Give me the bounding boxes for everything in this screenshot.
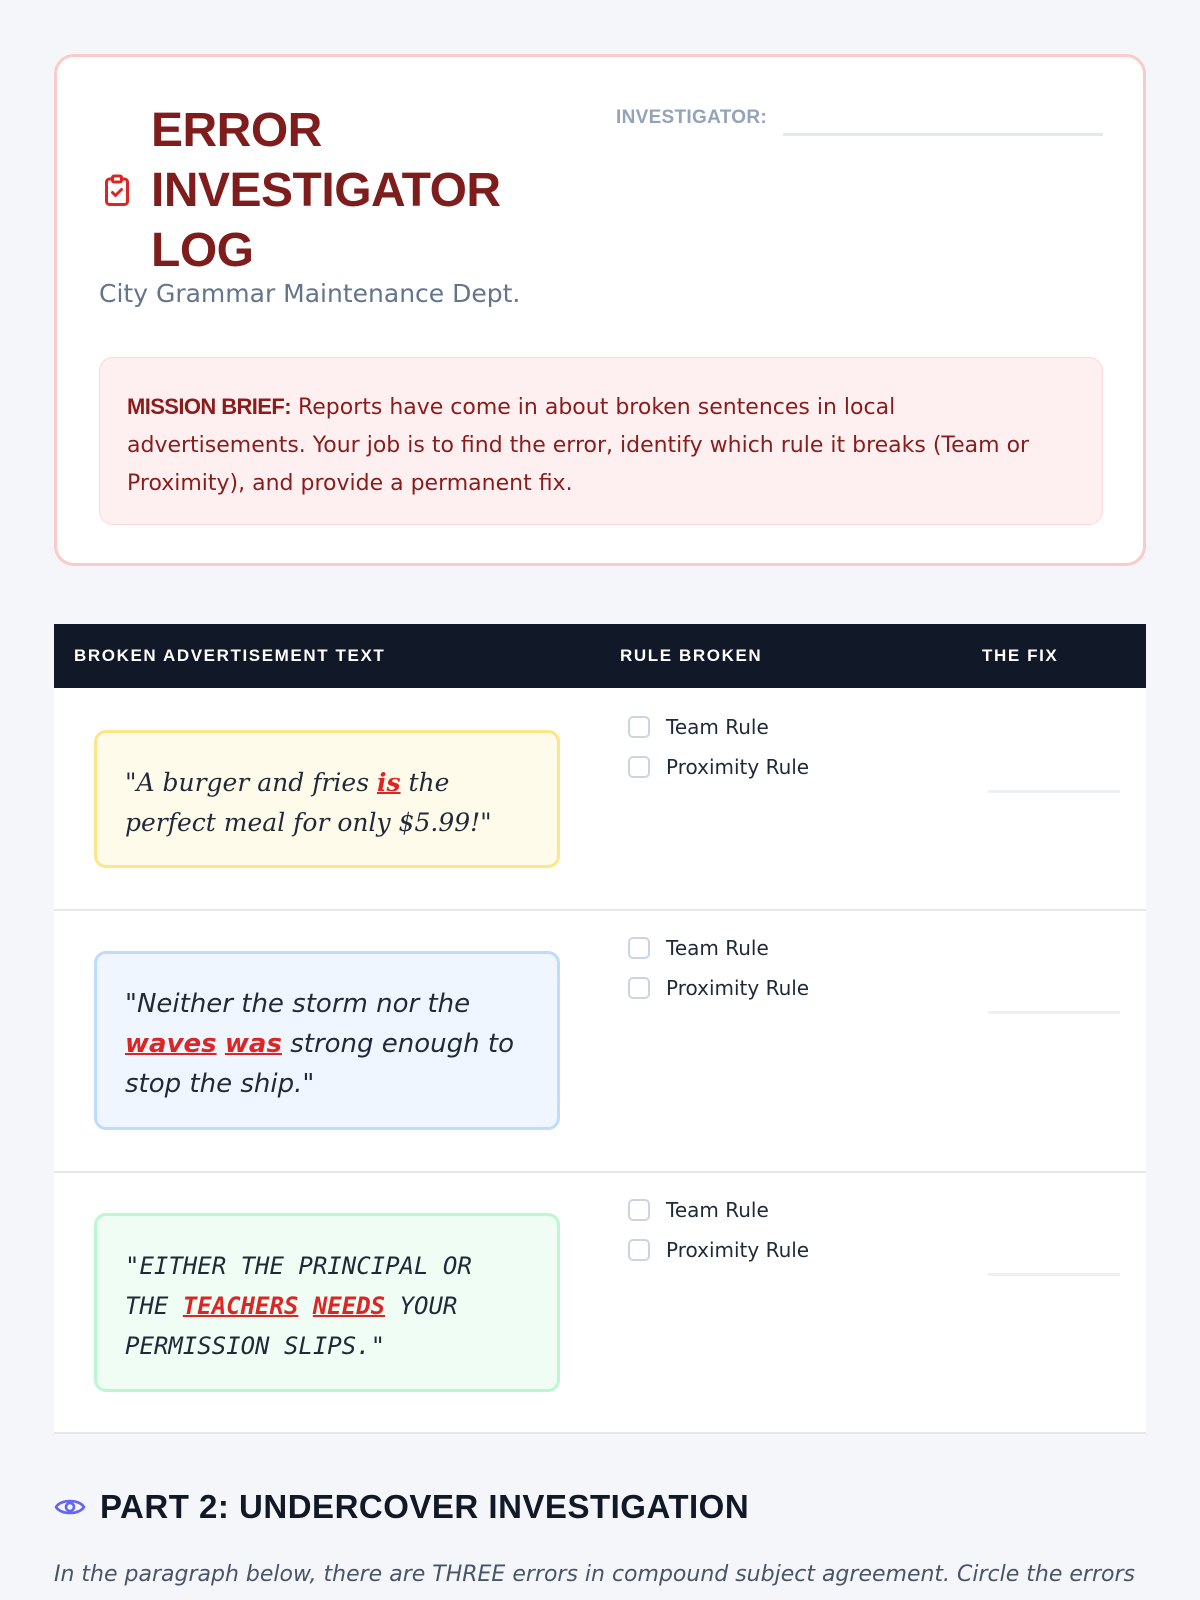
fix-input[interactable] xyxy=(988,790,1120,793)
mission-brief-label: MISSION BRIEF: xyxy=(127,394,291,419)
mission-brief xyxy=(99,357,1103,525)
team-rule-checkbox[interactable] xyxy=(628,716,650,738)
proximity-rule-label: Proximity Rule xyxy=(666,976,810,1000)
title-row xyxy=(99,101,521,281)
proximity-rule-label: Proximity Rule xyxy=(666,755,810,779)
part2-heading xyxy=(54,1488,749,1526)
table-row xyxy=(54,1171,1146,1434)
team-rule-label: Team Rule xyxy=(666,715,769,739)
broken-ad-text: "A burger and fries is the perfect meal for only $5.99!" xyxy=(94,730,560,868)
table-row xyxy=(54,688,1146,911)
column-header-rule-broken: RULE BROKEN xyxy=(620,646,763,665)
proximity-rule-checkbox[interactable] xyxy=(628,977,650,999)
mission-brief-text: Reports have come in about broken sentences in local advertisements. Your job is to find the error, identify which rule it breaks (Team or Proximity), and provide a permanent fix. xyxy=(127,395,1030,496)
part2-intro: In the paragraph below, there are THREE errors in compound subject agreement. Circle the errors xyxy=(54,1562,1135,1587)
proximity-rule-option[interactable] xyxy=(628,1238,809,1262)
team-rule-option[interactable] xyxy=(628,1198,769,1222)
investigator-log-card xyxy=(54,54,1146,566)
department-name: City Grammar Maintenance Dept. xyxy=(99,279,521,308)
clipboard-check-icon xyxy=(99,173,135,209)
error-word: waves xyxy=(125,1029,217,1059)
table-header xyxy=(54,624,1146,688)
table-body xyxy=(54,688,1146,1434)
broken-ad-text: "EITHER THE PRINCIPAL OR THE TEACHERS NEEDS YOUR PERMISSION SLIPS." xyxy=(94,1213,560,1392)
proximity-rule-checkbox[interactable] xyxy=(628,756,650,778)
column-header-broken-text: BROKEN ADVERTISEMENT TEXT xyxy=(74,646,386,665)
page-title: ERROR INVESTIGATOR LOG xyxy=(151,104,501,277)
team-rule-option[interactable] xyxy=(628,936,769,960)
investigator-name-field[interactable] xyxy=(783,133,1103,136)
proximity-rule-option[interactable] xyxy=(628,755,809,779)
team-rule-option[interactable] xyxy=(628,715,769,739)
error-word: is xyxy=(376,768,401,797)
part2-title: PART 2: UNDERCOVER INVESTIGATION xyxy=(100,1488,750,1525)
table-row xyxy=(54,909,1146,1173)
team-rule-checkbox[interactable] xyxy=(628,937,650,959)
eye-icon xyxy=(54,1496,86,1518)
proximity-rule-option[interactable] xyxy=(628,976,809,1000)
broken-ad-text: "Neither the storm nor the waves was strong enough to stop the ship." xyxy=(94,951,560,1130)
team-rule-label: Team Rule xyxy=(666,936,769,960)
error-word: NEEDS xyxy=(312,1292,386,1320)
proximity-rule-checkbox[interactable] xyxy=(628,1239,650,1261)
proximity-rule-label: Proximity Rule xyxy=(666,1238,810,1262)
investigator-label: INVESTIGATOR: xyxy=(616,107,767,128)
fix-input[interactable] xyxy=(988,1011,1120,1014)
team-rule-label: Team Rule xyxy=(666,1198,769,1222)
team-rule-checkbox[interactable] xyxy=(628,1199,650,1221)
error-word: was xyxy=(224,1029,282,1059)
column-header-the-fix: THE FIX xyxy=(982,646,1059,665)
fix-input[interactable] xyxy=(988,1273,1120,1276)
error-word: TEACHERS xyxy=(182,1292,299,1320)
